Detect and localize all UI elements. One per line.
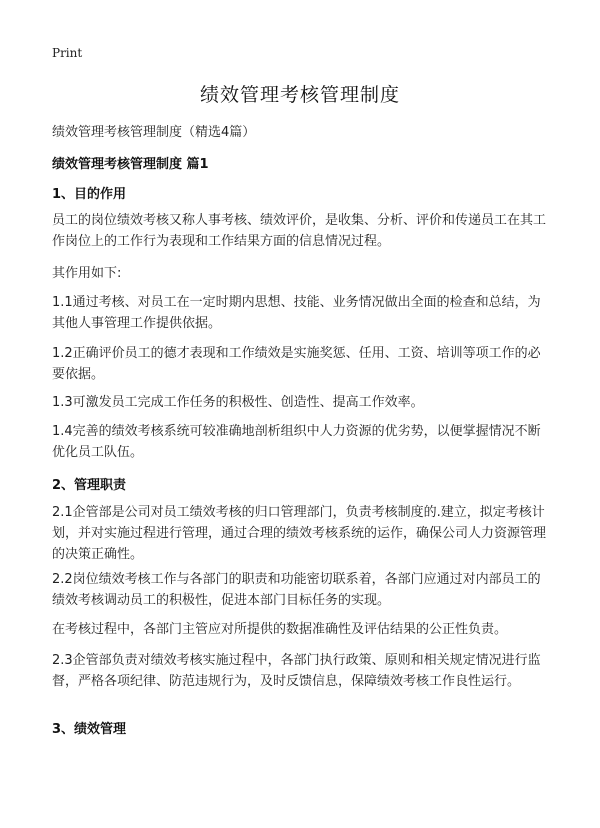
document-subtitle: 绩效管理考核管理制度（精选4篇） xyxy=(52,125,256,140)
section-paragraph: 在考核过程中，各部门主管应对所提供的数据准确性及评估结果的公正性负责。 xyxy=(52,622,508,637)
section-heading-performance: 3、绩效管理 xyxy=(52,722,127,737)
section-paragraph: 员工的岗位绩效考核又称人事考核、绩效评价，是收集、分析、评价和传递员工在其工作岗位上的工作行为表现和工作结果方面的信息情况过程。 xyxy=(52,213,547,249)
list-item: 1.4完善的绩效考核系统可较准确地剖析组织中人力资源的优劣势，以便掌握情况不断优化员工队伍。 xyxy=(52,424,541,460)
list-item: 1.3可激发员工完成工作任务的积极性、创造性、提高工作效率。 xyxy=(52,395,424,410)
article-heading: 绩效管理考核管理制度 篇1 xyxy=(52,157,209,172)
section-paragraph: 其作用如下: xyxy=(52,266,122,281)
page-title: 绩效管理考核管理制度 xyxy=(199,84,400,106)
section-heading-duties: 2、管理职责 xyxy=(52,478,127,493)
list-item: 1.2正确评价员工的德才表现和工作绩效是实施奖惩、任用、工资、培训等项工作的必要依据。 xyxy=(52,346,541,382)
print-label: Print xyxy=(52,46,83,60)
list-item: 2.2岗位绩效考核工作与各部门的职责和功能密切联系着，各部门应通过对内部员工的绩效考核调动员工的积极性，促进本部门目标任务的实现。 xyxy=(52,572,541,608)
section-heading-purpose: 1、目的作用 xyxy=(52,187,127,202)
list-item: 2.1企管部是公司对员工绩效考核的归口管理部门，负责考核制度的.建立，拟定考核计划，并对实施过程进行管理，通过合理的绩效考核系统的运作，确保公司人力资源管理的决策正确性。 xyxy=(52,505,547,562)
list-item: 1.1通过考核、对员工在一定时期内思想、技能、业务情况做出全面的检查和总结，为其他人事管理工作提供依据。 xyxy=(52,295,541,331)
list-item: 2.3企管部负责对绩效考核实施过程中，各部门执行政策、原则和相关规定情况进行监督，严格各项纪律、防范违规行为，及时反馈信息，保障绩效考核工作良性运行。 xyxy=(52,653,541,689)
